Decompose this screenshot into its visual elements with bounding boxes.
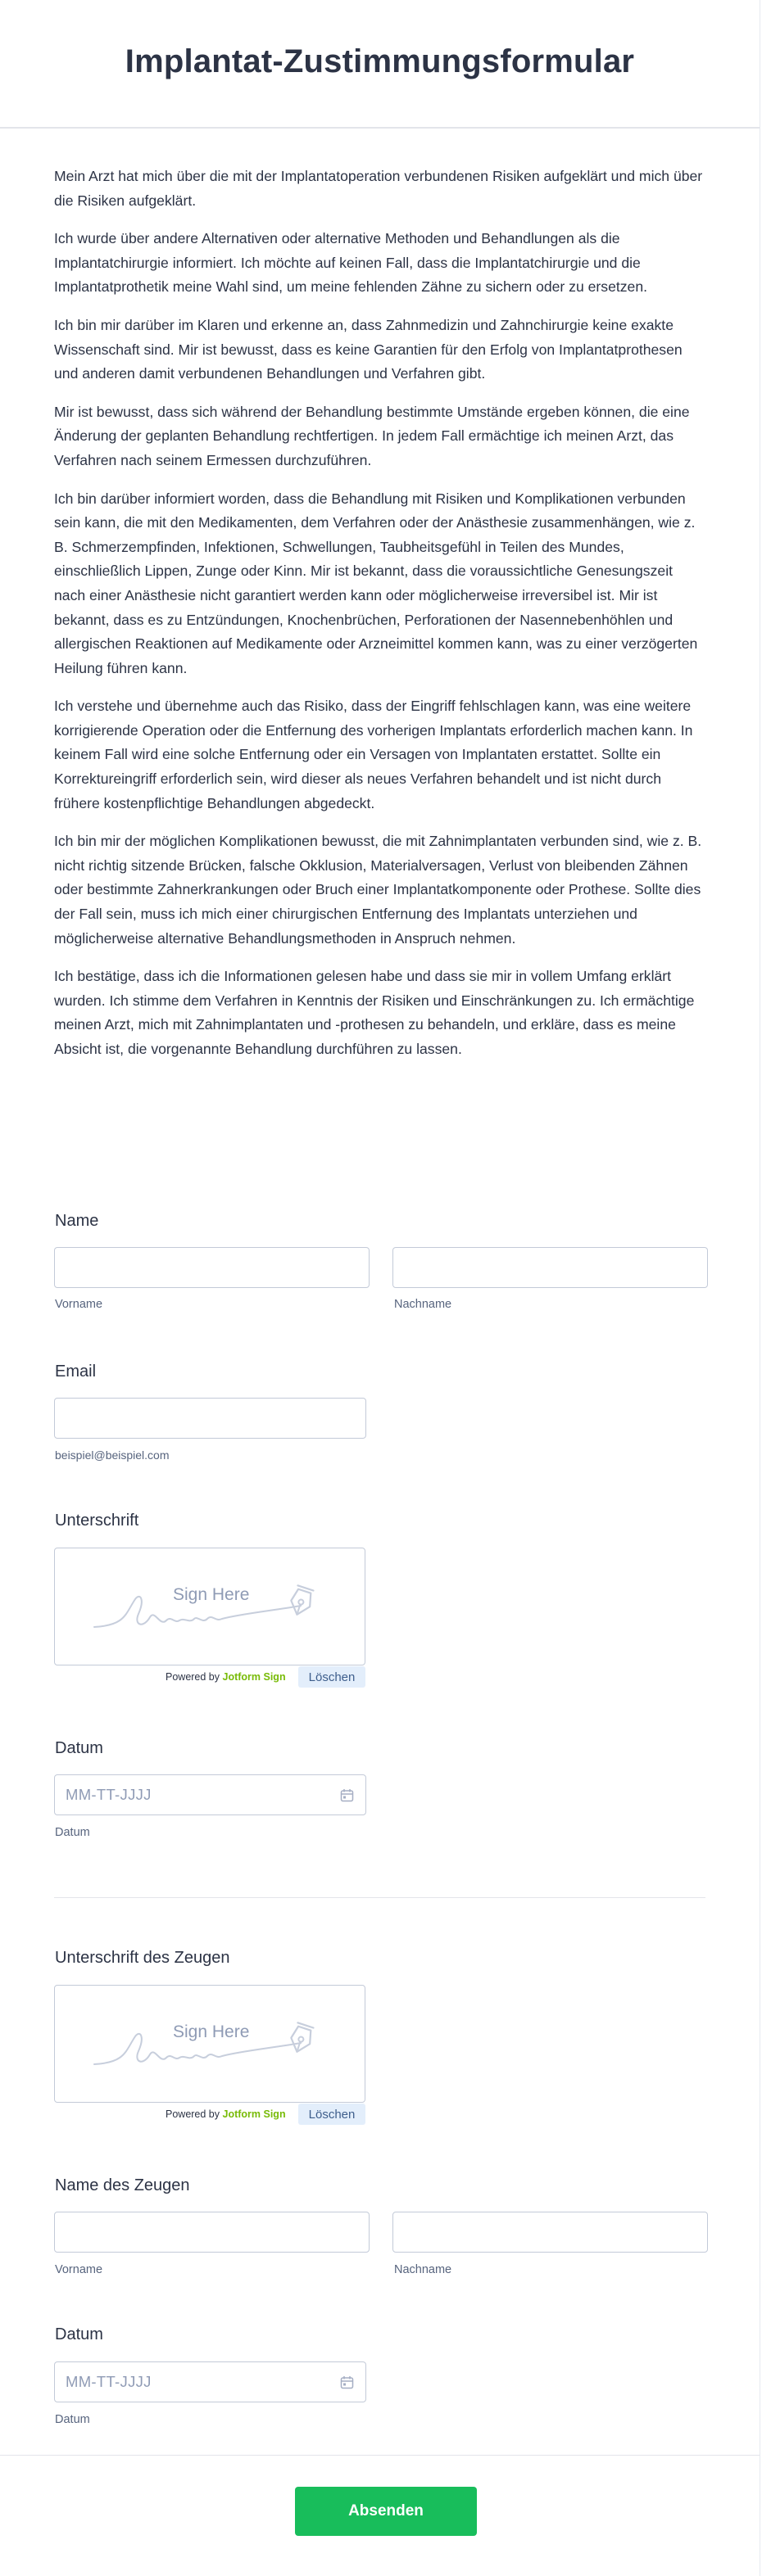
witness-date-field-group	[54, 2325, 707, 2432]
consent-paragraph: Ich bin mir der möglichen Komplikationen bewusst, die mit Zahnimplantaten verbunden sind, wie z. B. nicht richtig sitzende Brücken, falsche Okklusion, Materialversagen, Verlust von bleibenden Zähnen oder bestimmte Zahnerkrankungen oder Bruch einer Implantatkomponente oder Prothese. Sollte dies der Fall sein, muss ich mich einer chirurgischen Entfernung des Implantats unterziehen und möglicherweise alternative Behandlungsmethoden in Anspruch nehmen.	[54, 833, 702, 947]
clear-witness-signature-button[interactable]: Löschen	[298, 2104, 365, 2125]
last-name-input[interactable]	[392, 1247, 708, 1288]
witness-name-field-group	[54, 2176, 707, 2283]
witness-signature-field-group	[54, 1949, 707, 2137]
email-label: Email	[55, 1363, 97, 1381]
first-name-input[interactable]	[54, 1247, 370, 1288]
submit-button[interactable]: Absenden	[295, 2487, 477, 2536]
witness-date-placeholder: MM-TT-JJJJ	[66, 2373, 152, 2390]
consent-paragraph: Ich bestätige, dass ich die Informationen gelesen habe und dass sie mir in vollem Umfang erklärt wurden. Ich stimme dem Verfahren in Kenntnis der Risiken und Einschränkungen zu. Ich ermächtige meinen Arzt, mich mit Zahnimplantaten und -prothesen zu behandeln, und erkläre, dass es meine Absicht ist, die vorgenannte Behandlung durchführen zu lassen.	[54, 968, 695, 1057]
witness-date-label: Datum	[55, 2325, 103, 2343]
calendar-icon[interactable]	[340, 1788, 354, 1802]
witness-first-name-sublabel: Vorname	[55, 2263, 103, 2276]
witness-signature-placeholder: Sign Here	[173, 2022, 250, 2041]
witness-date-input[interactable]	[54, 2361, 366, 2402]
consent-paragraph: Ich verstehe und übernehme auch das Risiko, dass der Eingriff fehlschlagen kann, was eine weitere korrigierende Operation oder die Entfernung des vorherigen Implantats erforderlich machen kann. In keinem Fall wird eine solche Entfernung oder ein Versagen von Implantaten erstattet. Sollte ein Korrektureingriff erforderlich sein, wird dieser als neues Verfahren behandelt und ist nicht durch frühere kostenpflichtige Behandlungen abgedeckt.	[54, 698, 693, 811]
witness-last-name-sublabel: Nachname	[394, 2263, 452, 2276]
clear-signature-button[interactable]: Löschen	[298, 1666, 365, 1688]
date-field-group	[54, 1739, 707, 1846]
footer-divider	[0, 2455, 760, 2456]
witness-name-label: Name des Zeugen	[55, 2176, 190, 2194]
jotform-sign-brand: Jotform Sign	[222, 1671, 286, 1683]
powered-by-text: Powered by	[166, 1671, 220, 1683]
signature-label: Unterschrift	[55, 1512, 139, 1530]
signature-field-group	[54, 1512, 707, 1700]
form-title: Implantat-Zustimmungsformular	[125, 43, 635, 79]
powered-by-text: Powered by	[166, 2108, 220, 2120]
powered-by-note	[166, 2108, 286, 2120]
jotform-sign-brand: Jotform Sign	[222, 2108, 286, 2120]
email-sublabel: beispiel@beispiel.com	[55, 1448, 170, 1462]
date-placeholder: MM-TT-JJJJ	[66, 1786, 152, 1803]
consent-paragraph: Mein Arzt hat mich über die mit der Implantatoperation verbundenen Risiken aufgeklärt und mich über die Risiken aufgeklärt.	[54, 168, 703, 209]
date-input[interactable]	[54, 1774, 366, 1815]
form-header	[0, 0, 760, 129]
name-field-group	[54, 1212, 707, 1318]
email-field-group	[54, 1363, 707, 1469]
signature-pad[interactable]	[54, 1548, 365, 1665]
witness-signature-label: Unterschrift des Zeugen	[55, 1949, 230, 1967]
consent-text	[0, 129, 760, 1062]
consent-paragraph: Ich bin darüber informiert worden, dass die Behandlung mit Risiken und Komplikationen verbunden sein kann, die mit den Medikamenten, dem Verfahren oder der Anästhesie zusammenhängen, wie z. B. Schmerzempfinden, Infektionen, Schwellungen, Taubheitsgefühl in Teilen des Mundes, einschließlich Lippen, Zunge oder Kinn. Mir ist bekannt, dass die voraussichtliche Genesungszeit nach einer Anästhesie nicht garantiert werden kann oder möglicherweise irreversibel ist. Mir ist bekannt, dass es zu Entzündungen, Knochenbrüchen, Perforationen der Nasennebenhöhlen und allergischen Reaktionen auf Medikamente oder Arzneimittel kommen kann, was zu einer verzögerten Heilung führen kann.	[54, 490, 698, 676]
section-divider	[54, 1897, 705, 1898]
signature-placeholder: Sign Here	[173, 1585, 250, 1604]
witness-first-name-input[interactable]	[54, 2212, 370, 2253]
calendar-icon[interactable]	[340, 2375, 354, 2389]
last-name-sublabel: Nachname	[394, 1298, 452, 1311]
consent-paragraph: Ich wurde über andere Alternativen oder alternative Methoden und Behandlungen als die Implantatchirurgie informiert. Ich möchte auf keinen Fall, dass die Implantatchirurgie und die Implantatprothetik meine Wahl sind, um meine fehlenden Zähne zu sichern oder zu ersetzen.	[54, 230, 648, 296]
first-name-sublabel: Vorname	[55, 1298, 103, 1311]
date-sublabel: Datum	[55, 1826, 90, 1839]
date-label: Datum	[55, 1739, 103, 1757]
name-label: Name	[55, 1212, 99, 1230]
consent-paragraph: Ich bin mir darüber im Klaren und erkenne an, dass Zahnmedizin und Zahnchirurgie keine exakte Wissenschaft sind. Mir ist bewusst, dass es keine Garantien für den Erfolg von Implantatprothesen und anderen damit verbundenen Behandlungen und Verfahren gibt.	[54, 316, 683, 382]
witness-signature-pad[interactable]	[54, 1985, 365, 2103]
powered-by-note	[166, 1671, 286, 1683]
email-input[interactable]	[54, 1398, 366, 1439]
witness-last-name-input[interactable]	[392, 2212, 708, 2253]
consent-paragraph: Mir ist bewusst, dass sich während der Behandlung bestimmte Umstände ergeben können, die eine Änderung der geplanten Behandlung rechtfertigen. In jedem Fall ermächtige ich meinen Arzt, das Verfahren nach seinem Ermessen durchzuführen.	[54, 403, 690, 468]
witness-date-sublabel: Datum	[55, 2413, 90, 2426]
